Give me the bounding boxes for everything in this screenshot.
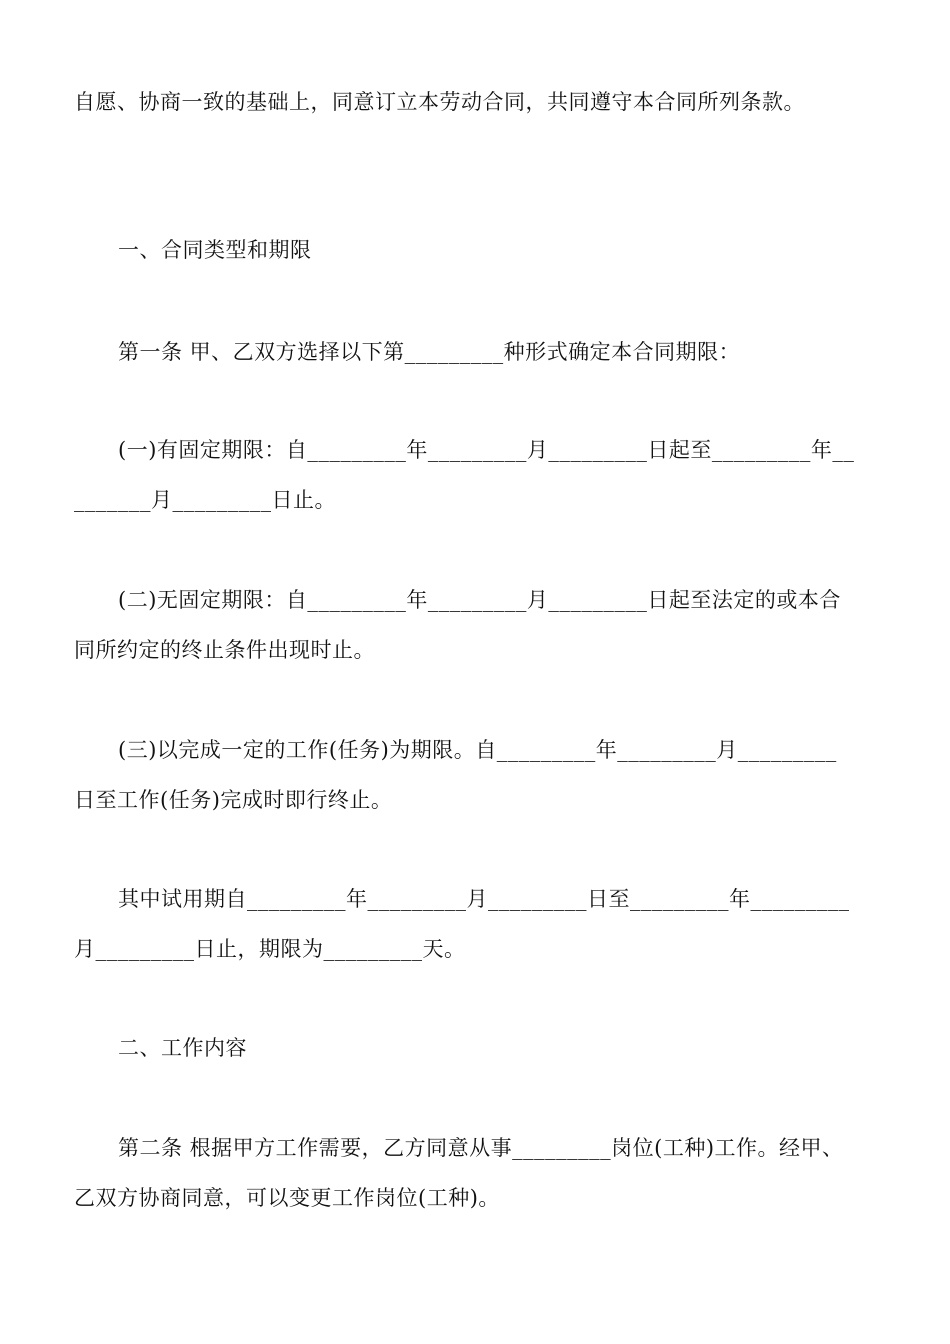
probation-line-2: 月_________日止，期限为_________天。	[74, 937, 466, 961]
article-1: 第一条 甲、乙双方选择以下第_________种形式确定本合同期限：	[118, 340, 741, 364]
clause-open-term-line-1: (二)无固定期限：自_________年_________月_________日起至法定的或本合	[118, 588, 841, 612]
paragraph-intro-tail: 自愿、协商一致的基础上，同意订立本劳动合同，共同遵守本合同所列条款。	[74, 90, 805, 114]
probation-line-1: 其中试用期自_________年_________月_________日至_________年_________	[118, 887, 850, 911]
clause-task-term-line-1: (三)以完成一定的工作(任务)为期限。自_________年_________月_________	[118, 738, 837, 762]
section-heading-work-content: 二、工作内容	[118, 1036, 247, 1060]
clause-task-term-line-2: 日至工作(任务)完成时即行终止。	[74, 788, 393, 812]
article-2-line-2: 乙双方协商同意，可以变更工作岗位(工种)。	[74, 1186, 500, 1210]
section-heading-contract-type: 一、合同类型和期限	[118, 238, 312, 262]
clause-fixed-term-line-1: (一)有固定期限：自_________年_________月_________日起至_________年__	[118, 438, 855, 462]
article-2-line-1: 第二条 根据甲方工作需要，乙方同意从事_________岗位(工种)工作。经甲、	[118, 1136, 844, 1160]
clause-fixed-term-line-2: _______月_________日止。	[74, 488, 336, 512]
clause-open-term-line-2: 同所约定的终止条件出现时止。	[74, 638, 375, 662]
